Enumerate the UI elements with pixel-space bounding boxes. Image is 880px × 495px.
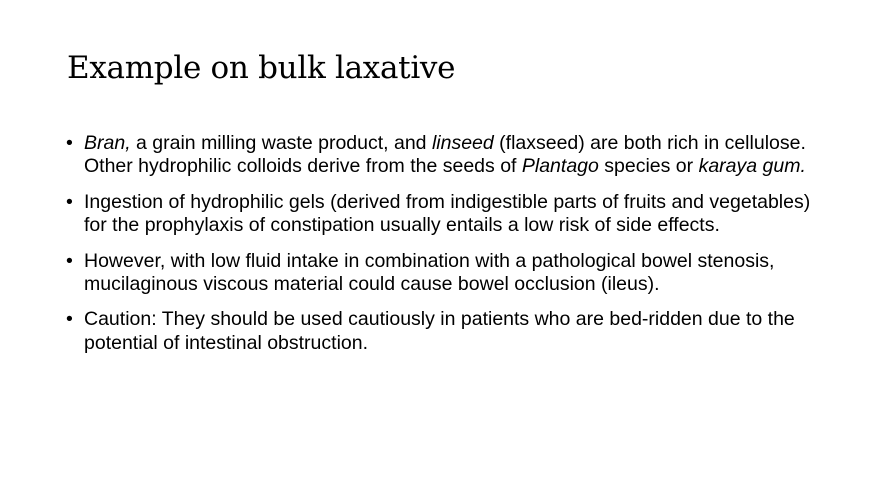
bullet-item-bran: [66, 132, 816, 179]
bullet-dot-icon: •: [66, 190, 73, 213]
bullet-list: [66, 132, 816, 367]
bullet-dot-icon: •: [66, 249, 73, 272]
bullet-text-segment: a grain milling waste product, and: [130, 132, 432, 154]
bullet-text-segment: Ingestion of hydrophilic gels (derived from indigestible parts of fruits and vegetables) for the prophylaxis of constipation usually entails a low risk of side effects.: [84, 190, 811, 237]
bullet-text-segment: Bran,: [84, 132, 131, 154]
slide-title: Example on bulk laxative: [67, 50, 456, 86]
bullet-text-segment: karaya gum.: [698, 155, 806, 178]
bullet-text-segment: species or: [598, 155, 699, 178]
bullet-dot-icon: •: [66, 308, 73, 331]
bullet-text-segment: (flaxseed) are both rich in cellulose. Other hydrophilic colloids derive from the seeds of: [84, 132, 806, 178]
bullet-text-segment: However, with low fluid intake in combination with a pathological bowel stenosis, mucilaginous viscous material could cause bowel occlusion (ileus).: [84, 249, 775, 296]
bullet-text-segment: Caution: They should be used cautiously in patients who are bed-ridden due to the potential of intestinal obstruction.: [84, 308, 795, 354]
bullet-text-segment: Plantago: [521, 155, 599, 178]
bullet-text-segment: linseed: [431, 132, 494, 154]
bullet-item-caution: [66, 308, 816, 355]
bullet-item-however: [66, 250, 816, 297]
bullet-dot-icon: •: [66, 132, 73, 154]
bullet-item-ingestion: [66, 191, 816, 238]
